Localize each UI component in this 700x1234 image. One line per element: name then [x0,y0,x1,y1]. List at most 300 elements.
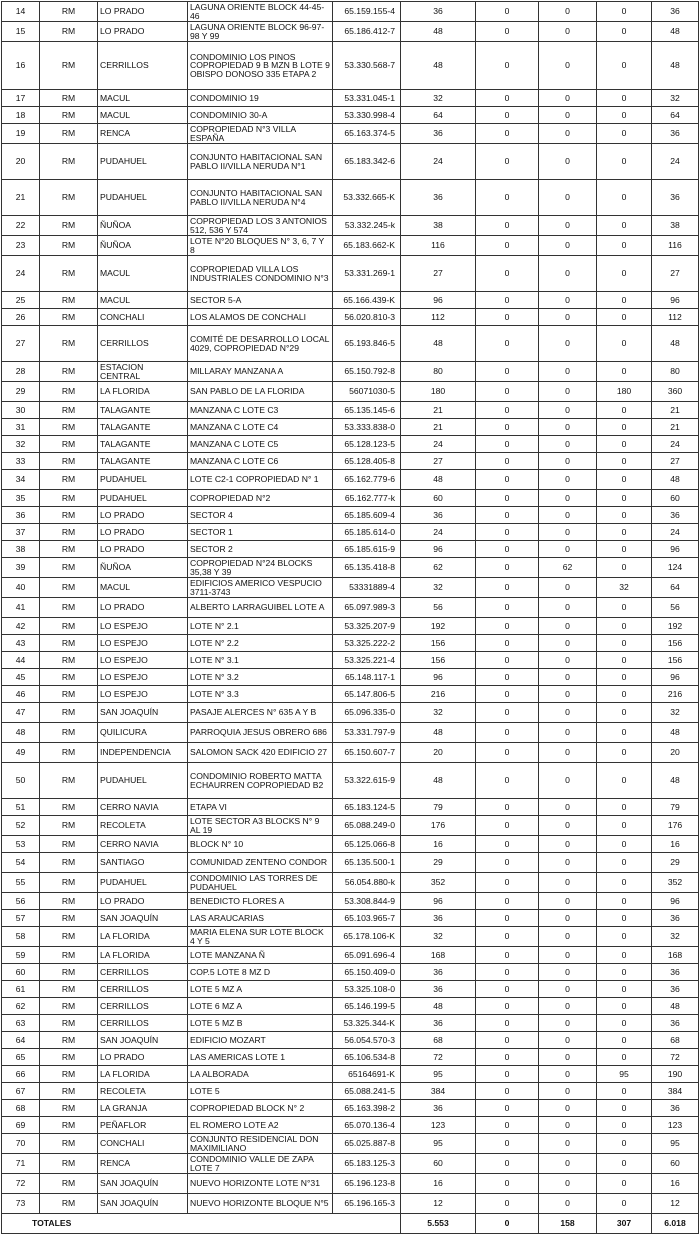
commune-cell: LO ESPEJO [98,669,188,686]
region-cell: RM [40,256,98,292]
value-col1-cell: 36 [401,910,476,927]
totals-value-5: 6.018 [652,1214,699,1234]
region-cell: RM [40,1117,98,1134]
project-name-cell: MANZANA C LOTE C5 [188,436,333,453]
value-col4-cell: 0 [597,910,652,927]
value-col4-cell: 0 [597,1194,652,1214]
project-name-cell: LOTE SECTOR A3 BLOCKS N° 9 AL 19 [188,816,333,836]
project-name-cell: COP.5 LOTE 8 MZ D [188,964,333,981]
value-col2-cell: 0 [476,236,539,256]
commune-cell: CERRILLOS [98,1015,188,1032]
value-col2-cell: 0 [476,362,539,382]
value-col2-cell: 0 [476,1154,539,1174]
table-row [2,981,699,998]
value-col1-cell: 176 [401,816,476,836]
totals-label: TOTALES [2,1214,401,1234]
project-name-cell: COPROPIEDAD LOS 3 ANTONIOS 512, 536 Y 574 [188,216,333,236]
rut-cell: 65.196.123-8 [333,1174,401,1194]
value-col1-cell: 384 [401,1083,476,1100]
value-col3-cell: 0 [539,470,597,490]
value-col4-cell: 0 [597,669,652,686]
commune-cell: SAN JOAQUÍN [98,1194,188,1214]
commune-cell: CERRILLOS [98,42,188,90]
value-col2-cell: 0 [476,703,539,723]
value-col1-cell: 60 [401,1154,476,1174]
region-cell: RM [40,1049,98,1066]
value-col2-cell: 0 [476,910,539,927]
value-col1-cell: 16 [401,1174,476,1194]
region-cell: RM [40,490,98,507]
rut-cell: 65164691-K [333,1066,401,1083]
value-col2-cell: 0 [476,873,539,893]
value-col1-cell: 48 [401,42,476,90]
value-col3-cell: 0 [539,402,597,419]
project-name-cell: LOTE N° 2.1 [188,618,333,635]
region-cell: RM [40,1083,98,1100]
row-number-cell: 34 [2,470,40,490]
table-row [2,216,699,236]
total-cell: 116 [652,236,699,256]
region-cell: RM [40,981,98,998]
value-col3-cell: 0 [539,669,597,686]
total-cell: 112 [652,309,699,326]
total-cell: 48 [652,763,699,799]
project-name-cell: SECTOR 5-A [188,292,333,309]
project-name-cell: BLOCK N° 10 [188,836,333,853]
commune-cell: PUDAHUEL [98,180,188,216]
row-number-cell: 15 [2,22,40,42]
value-col1-cell: 38 [401,216,476,236]
total-cell: 48 [652,326,699,362]
region-cell: RM [40,470,98,490]
project-name-cell: LOTE 6 MZ A [188,998,333,1015]
region-cell: RM [40,743,98,763]
value-col4-cell: 0 [597,144,652,180]
row-number-cell: 51 [2,799,40,816]
table-row [2,90,699,107]
rut-cell: 56.020.810-3 [333,309,401,326]
total-cell: 168 [652,947,699,964]
rut-cell: 53.330.568-7 [333,42,401,90]
value-col3-cell: 0 [539,873,597,893]
row-number-cell: 40 [2,578,40,598]
value-col1-cell: 29 [401,853,476,873]
region-cell: RM [40,382,98,402]
table-body [2,2,699,1234]
value-col4-cell: 0 [597,453,652,470]
value-col1-cell: 112 [401,309,476,326]
region-cell: RM [40,2,98,22]
value-col4-cell: 0 [597,947,652,964]
row-number-cell: 27 [2,326,40,362]
value-col3-cell: 0 [539,453,597,470]
row-number-cell: 57 [2,910,40,927]
project-name-cell: LAGUNA ORIENTE BLOCK 96-97-98 Y 99 [188,22,333,42]
row-number-cell: 42 [2,618,40,635]
row-number-cell: 72 [2,1174,40,1194]
value-col2-cell: 0 [476,144,539,180]
value-col2-cell: 0 [476,799,539,816]
table-row [2,42,699,90]
value-col4-cell: 0 [597,836,652,853]
commune-cell: RENCA [98,1154,188,1174]
commune-cell: INDEPENDENCIA [98,743,188,763]
commune-cell: PUDAHUEL [98,873,188,893]
rut-cell: 65.135.145-6 [333,402,401,419]
value-col4-cell: 0 [597,107,652,124]
value-col1-cell: 96 [401,893,476,910]
commune-cell: LO PRADO [98,2,188,22]
row-number-cell: 18 [2,107,40,124]
total-cell: 21 [652,402,699,419]
project-name-cell: LAS AMERICAS LOTE 1 [188,1049,333,1066]
rut-cell: 65.106.534-8 [333,1049,401,1066]
region-cell: RM [40,292,98,309]
table-row [2,998,699,1015]
region-cell: RM [40,1066,98,1083]
value-col4-cell: 0 [597,763,652,799]
rut-cell: 65.088.249-0 [333,816,401,836]
commune-cell: ESTACION CENTRAL [98,362,188,382]
commune-cell: PUDAHUEL [98,470,188,490]
value-col4-cell: 0 [597,507,652,524]
value-col1-cell: 36 [401,507,476,524]
region-cell: RM [40,893,98,910]
value-col1-cell: 180 [401,382,476,402]
row-number-cell: 43 [2,635,40,652]
rut-cell: 53.325.108-0 [333,981,401,998]
commune-cell: MACUL [98,90,188,107]
value-col4-cell: 0 [597,1083,652,1100]
project-name-cell: BENEDICTO FLORES A [188,893,333,910]
project-name-cell: LOTE C2-1 COPROPIEDAD N° 1 [188,470,333,490]
project-name-cell: LAS ARAUCARIAS [188,910,333,927]
region-cell: RM [40,362,98,382]
value-col3-cell: 0 [539,1154,597,1174]
total-cell: 96 [652,292,699,309]
rut-cell: 65.162.777-k [333,490,401,507]
commune-cell: TALAGANTE [98,436,188,453]
region-cell: RM [40,998,98,1015]
region-cell: RM [40,216,98,236]
value-col4-cell: 0 [597,652,652,669]
commune-cell: ÑUÑOA [98,558,188,578]
row-number-cell: 56 [2,893,40,910]
project-name-cell: LOTE 5 MZ B [188,1015,333,1032]
rut-cell: 65.135.500-1 [333,853,401,873]
value-col3-cell: 0 [539,1134,597,1154]
value-col3-cell: 0 [539,124,597,144]
project-name-cell: COPROPIEDAD BLOCK N° 2 [188,1100,333,1117]
value-col2-cell: 0 [476,1117,539,1134]
commune-cell: SAN JOAQUÍN [98,703,188,723]
region-cell: RM [40,652,98,669]
total-cell: 48 [652,723,699,743]
table-row [2,635,699,652]
commune-cell: CERRO NAVIA [98,836,188,853]
value-col1-cell: 36 [401,124,476,144]
region-cell: RM [40,22,98,42]
total-cell: 216 [652,686,699,703]
value-col3-cell: 0 [539,853,597,873]
rut-cell: 65.097.989-3 [333,598,401,618]
table-row [2,723,699,743]
row-number-cell: 24 [2,256,40,292]
value-col2-cell: 0 [476,507,539,524]
commune-cell: TALAGANTE [98,402,188,419]
table-row [2,326,699,362]
table-row [2,964,699,981]
rut-cell: 65.183.125-3 [333,1154,401,1174]
value-col4-cell: 0 [597,216,652,236]
value-col4-cell: 0 [597,598,652,618]
row-number-cell: 61 [2,981,40,998]
region-cell: RM [40,763,98,799]
commune-cell: PUDAHUEL [98,144,188,180]
value-col3-cell: 0 [539,216,597,236]
row-number-cell: 45 [2,669,40,686]
value-col2-cell: 0 [476,1049,539,1066]
project-name-cell: EDIFICIO MOZART [188,1032,333,1049]
table-row [2,541,699,558]
table-row [2,309,699,326]
value-col1-cell: 95 [401,1066,476,1083]
rut-cell: 65.183.662-K [333,236,401,256]
value-col1-cell: 48 [401,470,476,490]
value-col4-cell: 0 [597,703,652,723]
row-number-cell: 71 [2,1154,40,1174]
value-col2-cell: 0 [476,853,539,873]
rut-cell: 65.135.418-8 [333,558,401,578]
value-col1-cell: 21 [401,402,476,419]
region-cell: RM [40,326,98,362]
total-cell: 123 [652,1117,699,1134]
project-name-cell: PASAJE ALERCES N° 635 A Y B [188,703,333,723]
total-cell: 36 [652,507,699,524]
value-col3-cell: 0 [539,1049,597,1066]
total-cell: 190 [652,1066,699,1083]
region-cell: RM [40,90,98,107]
region-cell: RM [40,124,98,144]
region-cell: RM [40,144,98,180]
rut-cell: 65.148.117-1 [333,669,401,686]
row-number-cell: 17 [2,90,40,107]
value-col1-cell: 27 [401,453,476,470]
table-row [2,1066,699,1083]
commune-cell: CONCHALI [98,1134,188,1154]
region-cell: RM [40,618,98,635]
commune-cell: LO PRADO [98,507,188,524]
value-col4-cell: 0 [597,419,652,436]
value-col3-cell: 0 [539,236,597,256]
region-cell: RM [40,1194,98,1214]
value-col2-cell: 0 [476,981,539,998]
table-row [2,470,699,490]
value-col1-cell: 95 [401,1134,476,1154]
value-col1-cell: 116 [401,236,476,256]
project-name-cell: SECTOR 2 [188,541,333,558]
row-number-cell: 35 [2,490,40,507]
value-col2-cell: 0 [476,470,539,490]
row-number-cell: 48 [2,723,40,743]
value-col4-cell: 0 [597,799,652,816]
region-cell: RM [40,799,98,816]
value-col4-cell: 0 [597,1015,652,1032]
value-col3-cell: 0 [539,1066,597,1083]
value-col2-cell: 0 [476,216,539,236]
rut-cell: 53331889-4 [333,578,401,598]
commune-cell: LO PRADO [98,22,188,42]
total-cell: 384 [652,1083,699,1100]
row-number-cell: 22 [2,216,40,236]
value-col4-cell: 0 [597,686,652,703]
commune-cell: PEÑAFLOR [98,1117,188,1134]
project-name-cell: CONDOMINIO 19 [188,90,333,107]
total-cell: 79 [652,799,699,816]
value-col2-cell: 0 [476,256,539,292]
value-col4-cell: 0 [597,470,652,490]
value-col3-cell: 0 [539,419,597,436]
commune-cell: CERRO NAVIA [98,799,188,816]
value-col2-cell: 0 [476,436,539,453]
project-name-cell: SECTOR 1 [188,524,333,541]
commune-cell: LO PRADO [98,524,188,541]
project-name-cell: CONJUNTO RESIDENCIAL DON MAXIMILIANO [188,1134,333,1154]
value-col4-cell: 32 [597,578,652,598]
row-number-cell: 21 [2,180,40,216]
row-number-cell: 38 [2,541,40,558]
region-cell: RM [40,453,98,470]
value-col4-cell: 0 [597,1032,652,1049]
table-row [2,180,699,216]
total-cell: 80 [652,362,699,382]
row-number-cell: 62 [2,998,40,1015]
value-col2-cell: 0 [476,124,539,144]
row-number-cell: 31 [2,419,40,436]
value-col1-cell: 32 [401,927,476,947]
total-cell: 64 [652,107,699,124]
value-col4-cell: 0 [597,1049,652,1066]
project-name-cell: LOTE N° 3.2 [188,669,333,686]
value-col4-cell: 0 [597,22,652,42]
total-cell: 36 [652,124,699,144]
region-cell: RM [40,947,98,964]
table-row [2,799,699,816]
total-cell: 36 [652,1100,699,1117]
project-name-cell: NUEVO HORIZONTE BLOQUE N°5 [188,1194,333,1214]
region-cell: RM [40,436,98,453]
value-col1-cell: 48 [401,22,476,42]
table-row [2,2,699,22]
rut-cell: 53.325.221-4 [333,652,401,669]
value-col4-cell: 180 [597,382,652,402]
total-cell: 176 [652,816,699,836]
total-cell: 27 [652,453,699,470]
region-cell: RM [40,402,98,419]
value-col3-cell: 0 [539,981,597,998]
value-col4-cell: 0 [597,743,652,763]
row-number-cell: 14 [2,2,40,22]
project-name-cell: MANZANA C LOTE C4 [188,419,333,436]
value-col1-cell: 156 [401,635,476,652]
value-col4-cell: 0 [597,893,652,910]
commune-cell: LO ESPEJO [98,652,188,669]
total-cell: 32 [652,927,699,947]
row-number-cell: 19 [2,124,40,144]
rut-cell: 53.325.207-9 [333,618,401,635]
value-col3-cell: 0 [539,90,597,107]
value-col4-cell: 0 [597,927,652,947]
value-col1-cell: 192 [401,618,476,635]
total-cell: 29 [652,853,699,873]
table-row [2,947,699,964]
value-col3-cell: 0 [539,598,597,618]
project-name-cell: ALBERTO LARRAGUIBEL LOTE A [188,598,333,618]
value-col3-cell: 0 [539,107,597,124]
project-name-cell: SALOMON SACK 420 EDIFICIO 27 [188,743,333,763]
value-col3-cell: 0 [539,743,597,763]
value-col2-cell: 0 [476,723,539,743]
region-cell: RM [40,419,98,436]
total-cell: 72 [652,1049,699,1066]
row-number-cell: 33 [2,453,40,470]
value-col4-cell: 0 [597,490,652,507]
total-cell: 48 [652,998,699,1015]
row-number-cell: 28 [2,362,40,382]
project-name-cell: EL ROMERO LOTE A2 [188,1117,333,1134]
commune-cell: LA FLORIDA [98,382,188,402]
value-col1-cell: 36 [401,1100,476,1117]
value-col4-cell: 0 [597,180,652,216]
rut-cell: 65.178.106-K [333,927,401,947]
rut-cell: 53.308.844-9 [333,893,401,910]
rut-cell: 65.070.136-4 [333,1117,401,1134]
value-col3-cell: 0 [539,541,597,558]
value-col1-cell: 32 [401,578,476,598]
value-col2-cell: 0 [476,836,539,853]
table-row [2,598,699,618]
region-cell: RM [40,558,98,578]
value-col3-cell: 0 [539,180,597,216]
rut-cell: 65.163.374-5 [333,124,401,144]
rut-cell: 53.332.665-K [333,180,401,216]
row-number-cell: 64 [2,1032,40,1049]
row-number-cell: 65 [2,1049,40,1066]
region-cell: RM [40,1100,98,1117]
value-col3-cell: 62 [539,558,597,578]
total-cell: 32 [652,90,699,107]
value-col4-cell: 0 [597,1174,652,1194]
commune-cell: TALAGANTE [98,453,188,470]
commune-cell: ÑUÑOA [98,216,188,236]
commune-cell: LO ESPEJO [98,635,188,652]
rut-cell: 65.196.165-3 [333,1194,401,1214]
value-col2-cell: 0 [476,927,539,947]
value-col3-cell: 0 [539,326,597,362]
total-cell: 16 [652,836,699,853]
table-row [2,22,699,42]
total-cell: 16 [652,1174,699,1194]
value-col1-cell: 24 [401,144,476,180]
total-cell: 27 [652,256,699,292]
value-col2-cell: 0 [476,1134,539,1154]
value-col3-cell: 0 [539,524,597,541]
row-number-cell: 69 [2,1117,40,1134]
project-name-cell: PARROQUIA JESUS OBRERO 686 [188,723,333,743]
value-col4-cell: 0 [597,42,652,90]
commune-cell: PUDAHUEL [98,490,188,507]
value-col3-cell: 0 [539,964,597,981]
